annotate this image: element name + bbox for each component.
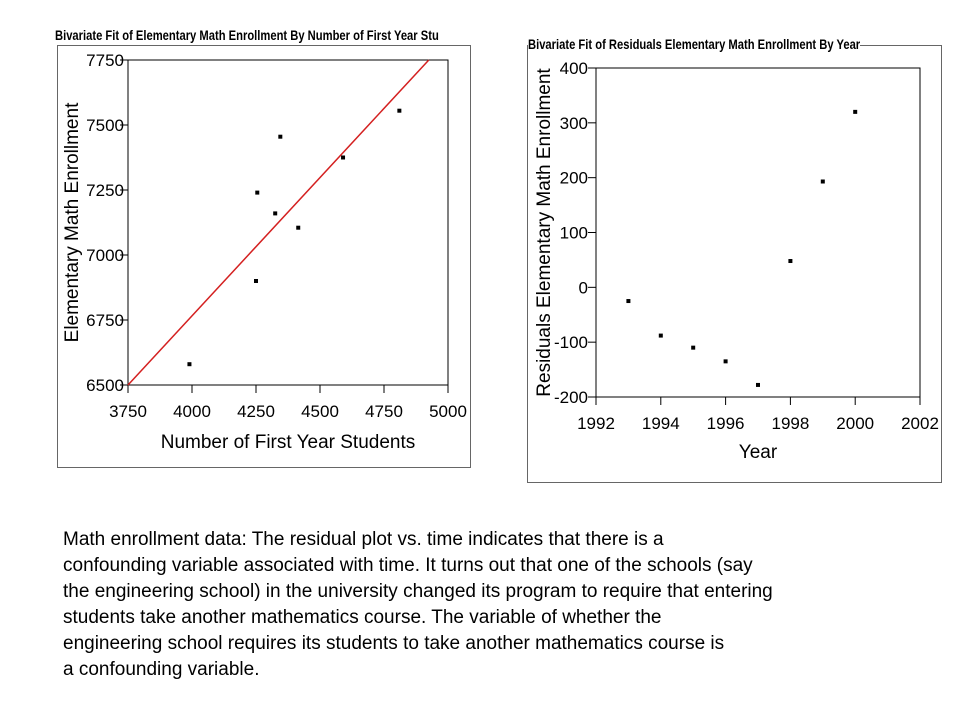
right-data-point xyxy=(788,259,792,263)
right-x-tick-label: 2000 xyxy=(836,414,875,433)
right-y-tick-label: 200 xyxy=(559,168,588,188)
right-data-point xyxy=(659,334,663,338)
right-x-tick-label: 1992 xyxy=(577,414,615,433)
right-y-tick-label: 300 xyxy=(559,113,588,133)
caption-line: students take another mathematics course. The variable of whether the xyxy=(63,607,662,628)
right-chart-title: Bivariate Fit of Residuals Elementary Math Enrollment By Year xyxy=(528,36,861,52)
right-x-tick-label: 1998 xyxy=(771,414,810,433)
left-y-tick-label: 6750 xyxy=(86,311,124,330)
left-data-point xyxy=(278,135,282,139)
caption-text xyxy=(63,527,958,683)
right-y-tick-label: 100 xyxy=(559,223,588,243)
right-x-tick-label: 1994 xyxy=(641,414,680,433)
right-x-axis-label: Year xyxy=(738,442,778,463)
left-x-tick-label: 4000 xyxy=(173,402,211,421)
right-data-point xyxy=(756,383,760,387)
right-y-tick-label: -200 xyxy=(553,388,588,407)
right-data-point xyxy=(626,299,630,303)
right-data-point xyxy=(821,180,825,184)
left-fit-line xyxy=(128,60,429,385)
right-data-point xyxy=(691,346,695,350)
left-data-point xyxy=(255,191,259,195)
left-y-axis-label: Elementary Math Enrollment xyxy=(62,102,83,343)
left-y-tick-label: 7750 xyxy=(86,51,124,70)
left-y-tick-label: 7250 xyxy=(86,181,124,200)
left-x-tick-label: 4250 xyxy=(237,402,275,421)
left-x-tick-label: 5000 xyxy=(429,402,467,421)
right-y-tick-label: -100 xyxy=(553,333,588,353)
left-chart-title: Bivariate Fit of Elementary Math Enrollment By Number of First Year Stu xyxy=(55,27,439,43)
left-x-tick-label: 4500 xyxy=(301,402,339,421)
left-data-point xyxy=(273,211,277,215)
right-data-point xyxy=(724,359,728,363)
left-data-point xyxy=(296,226,300,230)
caption-line: Math enrollment data: The residual plot vs. time indicates that there is a xyxy=(63,529,664,550)
left-x-axis-label: Number of First Year Students xyxy=(160,432,416,453)
left-data-point xyxy=(341,156,345,160)
caption-line: a confounding variable. xyxy=(63,659,260,680)
left-data-point xyxy=(254,279,258,283)
right-y-tick-label: 400 xyxy=(559,59,588,78)
caption-line: confounding variable associated with time. It turns out that one of the schools (say xyxy=(63,555,753,576)
right-plot-frame xyxy=(596,68,920,397)
caption-line: engineering school requires its students to take another mathematics course is xyxy=(63,633,725,654)
right-data-point xyxy=(853,110,857,114)
right-y-axis-label: Residuals Elementary Math Enrollment xyxy=(534,68,555,397)
left-y-tick-label: 7500 xyxy=(86,116,124,135)
left-y-tick-label: 6500 xyxy=(86,376,124,395)
left-data-point xyxy=(397,109,401,113)
right-x-tick-label: 2002 xyxy=(901,414,939,433)
right-x-tick-label: 1996 xyxy=(706,414,745,433)
left-x-tick-label: 3750 xyxy=(109,402,147,421)
left-y-tick-label: 7000 xyxy=(86,246,124,265)
caption-line: the engineering school) in the university changed its program to require that entering xyxy=(63,581,773,602)
left-x-tick-label: 4750 xyxy=(365,402,403,421)
left-data-point xyxy=(187,362,191,366)
right-y-tick-label: 0 xyxy=(578,278,588,298)
